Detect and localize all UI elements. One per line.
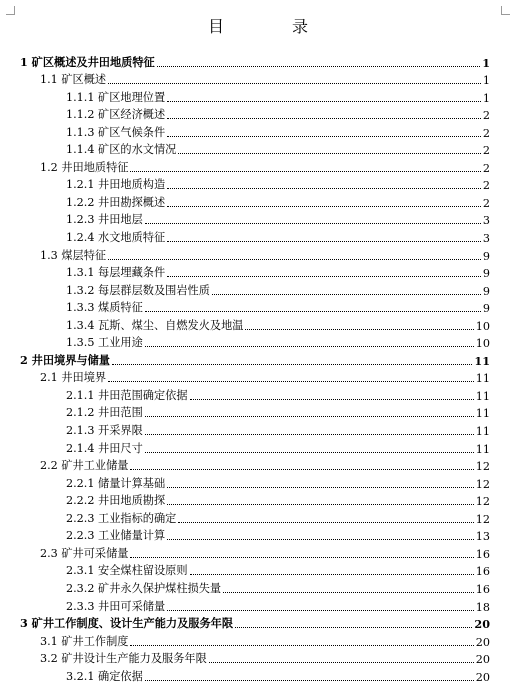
dot-leader [190,573,474,575]
toc-entry-label: 2.1.4 井田尺寸 [66,441,143,455]
toc-entry[interactable] [20,52,490,70]
toc-entry-page-number: 11 [475,425,490,439]
toc-entry-label: 2.2.2 井田地质勘探 [66,494,166,508]
dot-leader [145,310,481,312]
toc-entry-label: 1.3.1 每层埋藏条件 [66,266,166,280]
toc-entry-page-number: 11 [475,407,490,421]
dot-leader [178,521,473,523]
toc-entry-page-number: 16 [475,565,490,579]
toc-entry[interactable] [20,298,490,316]
dot-leader [167,205,481,207]
toc-entry-page-number: 11 [475,442,490,456]
toc-entry-page-number: 12 [475,512,490,526]
toc-entry[interactable] [20,473,490,491]
dot-leader [112,363,472,365]
toc-entry-label: 2.1.2 井田范围 [66,406,143,420]
toc-entry[interactable] [20,438,490,456]
dot-leader [178,152,481,154]
toc-entry-page-number: 12 [475,460,490,474]
toc-entry[interactable] [20,245,490,263]
toc-entry[interactable] [20,403,490,421]
toc-entry-page-number: 16 [475,547,490,561]
toc-entry[interactable] [20,140,490,158]
toc-entry-page-number: 18 [475,600,490,614]
toc-entry-page-number: 12 [475,495,490,509]
dot-leader [130,170,480,172]
toc-entry[interactable] [20,315,490,333]
toc-entry[interactable] [20,631,490,649]
toc-entry-page-number: 1 [482,74,490,88]
dot-leader [167,275,481,277]
toc-entry-label: 1.2.4 水文地质特征 [66,231,166,245]
toc-entry-label: 1 矿区概述及井田地质特征 [20,54,155,69]
dot-leader [245,328,473,330]
toc-entry-page-number: 1 [482,55,490,70]
dot-leader [167,187,481,189]
toc-entry-label: 1.2.2 井田勘探概述 [66,195,166,209]
toc-entry-page-number: 11 [474,353,490,368]
toc-entry-page-number: 11 [475,389,490,403]
toc-entry-label: 3.2 矿井设计生产能力及服务年限 [40,652,207,666]
toc-entry-page-number: 9 [482,302,490,316]
toc-entry-page-number: 10 [475,319,490,333]
dot-leader [167,135,481,137]
dot-leader [209,661,474,663]
toc-entry-label: 2 井田境界与储量 [20,352,110,367]
dot-leader [223,591,474,593]
toc-entry-page-number: 20 [475,670,490,684]
toc-entry-page-number: 2 [482,126,490,140]
dot-leader [167,538,474,540]
toc-entry-label: 1.1.3 矿区气候条件 [66,125,166,139]
toc-entry-label: 2.2 矿井工业储量 [40,459,129,473]
toc-entry-label: 1.1 矿区概述 [40,73,107,87]
toc-entry-label: 1.1.4 矿区的水文情况 [66,143,177,157]
toc-entry-page-number: 20 [474,617,490,632]
toc-entry-page-number: 20 [475,653,490,667]
toc-entry-label: 1.1.2 矿区经济概述 [66,108,166,122]
toc-entry[interactable] [20,368,490,386]
toc-entry-page-number: 10 [475,337,490,351]
toc-entry-label: 2.3 矿井可采储量 [40,546,129,560]
toc-entry-label: 2.2.3 工业指标的确定 [66,511,177,525]
dot-leader [145,451,474,453]
toc-entry[interactable] [20,666,490,684]
dot-leader [130,556,473,558]
toc-entry[interactable] [20,578,490,596]
toc-entry[interactable] [20,508,490,526]
toc-entry-page-number: 2 [482,109,490,123]
toc-entry-label: 3.2.1 确定依据 [66,669,143,683]
dot-leader [145,345,474,347]
toc-entry[interactable] [20,350,490,368]
toc-entry[interactable] [20,70,490,88]
toc-entry-label: 2.1.3 开采界限 [66,424,143,438]
toc-entry[interactable] [20,596,490,614]
dot-leader [167,609,474,611]
toc-entry[interactable] [20,87,490,105]
toc-entry-label: 2.2.3 工业储量计算 [66,529,166,543]
dot-leader [108,380,474,382]
toc-entry[interactable] [20,420,490,438]
toc-entry-page-number: 2 [482,196,490,210]
toc-entry[interactable] [20,227,490,245]
table-of-contents [20,52,490,684]
toc-entry[interactable] [20,333,490,351]
toc-entry-page-number: 1 [482,91,490,105]
toc-entry-label: 2.3.3 井田可采储量 [66,599,166,613]
dot-leader [167,100,481,102]
toc-entry-label: 2.1.1 井田范围确定依据 [66,388,188,402]
toc-entry[interactable] [20,385,490,403]
toc-entry-page-number: 9 [482,267,490,281]
toc-entry[interactable] [20,157,490,175]
toc-entry[interactable] [20,543,490,561]
toc-entry[interactable] [20,280,490,298]
dot-leader [108,82,481,84]
dot-leader [167,486,474,488]
dot-leader [130,468,473,470]
toc-entry-page-number: 11 [475,372,490,386]
toc-entry-page-number: 2 [482,161,490,175]
dot-leader [167,117,481,119]
toc-entry[interactable] [20,263,490,281]
toc-entry-page-number: 13 [475,530,490,544]
dot-leader [167,503,474,505]
toc-entry-page-number: 3 [482,232,490,246]
toc-entry-page-number: 12 [475,477,490,491]
toc-entry-label: 2.3.1 安全煤柱留设原则 [66,564,188,578]
toc-entry[interactable] [20,456,490,474]
toc-entry-label: 2.3.2 矿井永久保护煤柱损失量 [66,581,222,595]
toc-entry[interactable] [20,561,490,579]
toc-entry-page-number: 3 [482,214,490,228]
toc-entry[interactable] [20,491,490,509]
toc-entry-label: 1.3 煤层特征 [40,248,107,262]
dot-leader [212,293,481,295]
toc-entry-label: 1.2 井田地质特征 [40,160,129,174]
toc-entry[interactable] [20,614,490,632]
dot-leader [157,65,480,67]
toc-entry[interactable] [20,175,490,193]
toc-entry[interactable] [20,105,490,123]
dot-leader [145,433,474,435]
toc-entry[interactable] [20,192,490,210]
toc-entry[interactable] [20,122,490,140]
toc-entry-label: 1.1.1 矿区地理位置 [66,90,166,104]
toc-title: 目 录 [207,17,334,36]
toc-entry-label: 1.3.4 瓦斯、煤尘、自燃发火及地温 [66,318,244,332]
toc-entry-label: 1.3.3 煤质特征 [66,301,143,315]
toc-entry-page-number: 2 [482,144,490,158]
toc-entry[interactable] [20,649,490,667]
toc-entry-label: 2.2.1 储量计算基础 [66,476,166,490]
dot-leader [145,679,474,681]
toc-entry-label: 1.3.5 工业用途 [66,336,143,350]
toc-entry-label: 1.3.2 每层群层数及围岩性质 [66,283,210,297]
dot-leader [167,240,481,242]
toc-entry-label: 3.1 矿井工作制度 [40,634,129,648]
toc-entry-page-number: 9 [482,249,490,263]
toc-entry-label: 3 矿井工作制度、设计生产能力及服务年限 [20,616,234,631]
toc-entry-label: 1.2.3 井田地层 [66,213,143,227]
toc-entry-label: 1.2.1 井田地质构造 [66,178,166,192]
dot-leader [130,644,473,646]
dot-leader [108,258,481,260]
toc-entry-page-number: 2 [482,179,490,193]
dot-leader [235,626,472,628]
dot-leader [145,415,474,417]
dot-leader [190,398,474,400]
toc-entry[interactable] [20,526,490,544]
toc-entry[interactable] [20,210,490,228]
dot-leader [145,222,481,224]
toc-entry-page-number: 16 [475,582,490,596]
toc-entry-label: 2.1 井田境界 [40,371,107,385]
toc-entry-page-number: 9 [482,284,490,298]
toc-entry-page-number: 20 [475,635,490,649]
